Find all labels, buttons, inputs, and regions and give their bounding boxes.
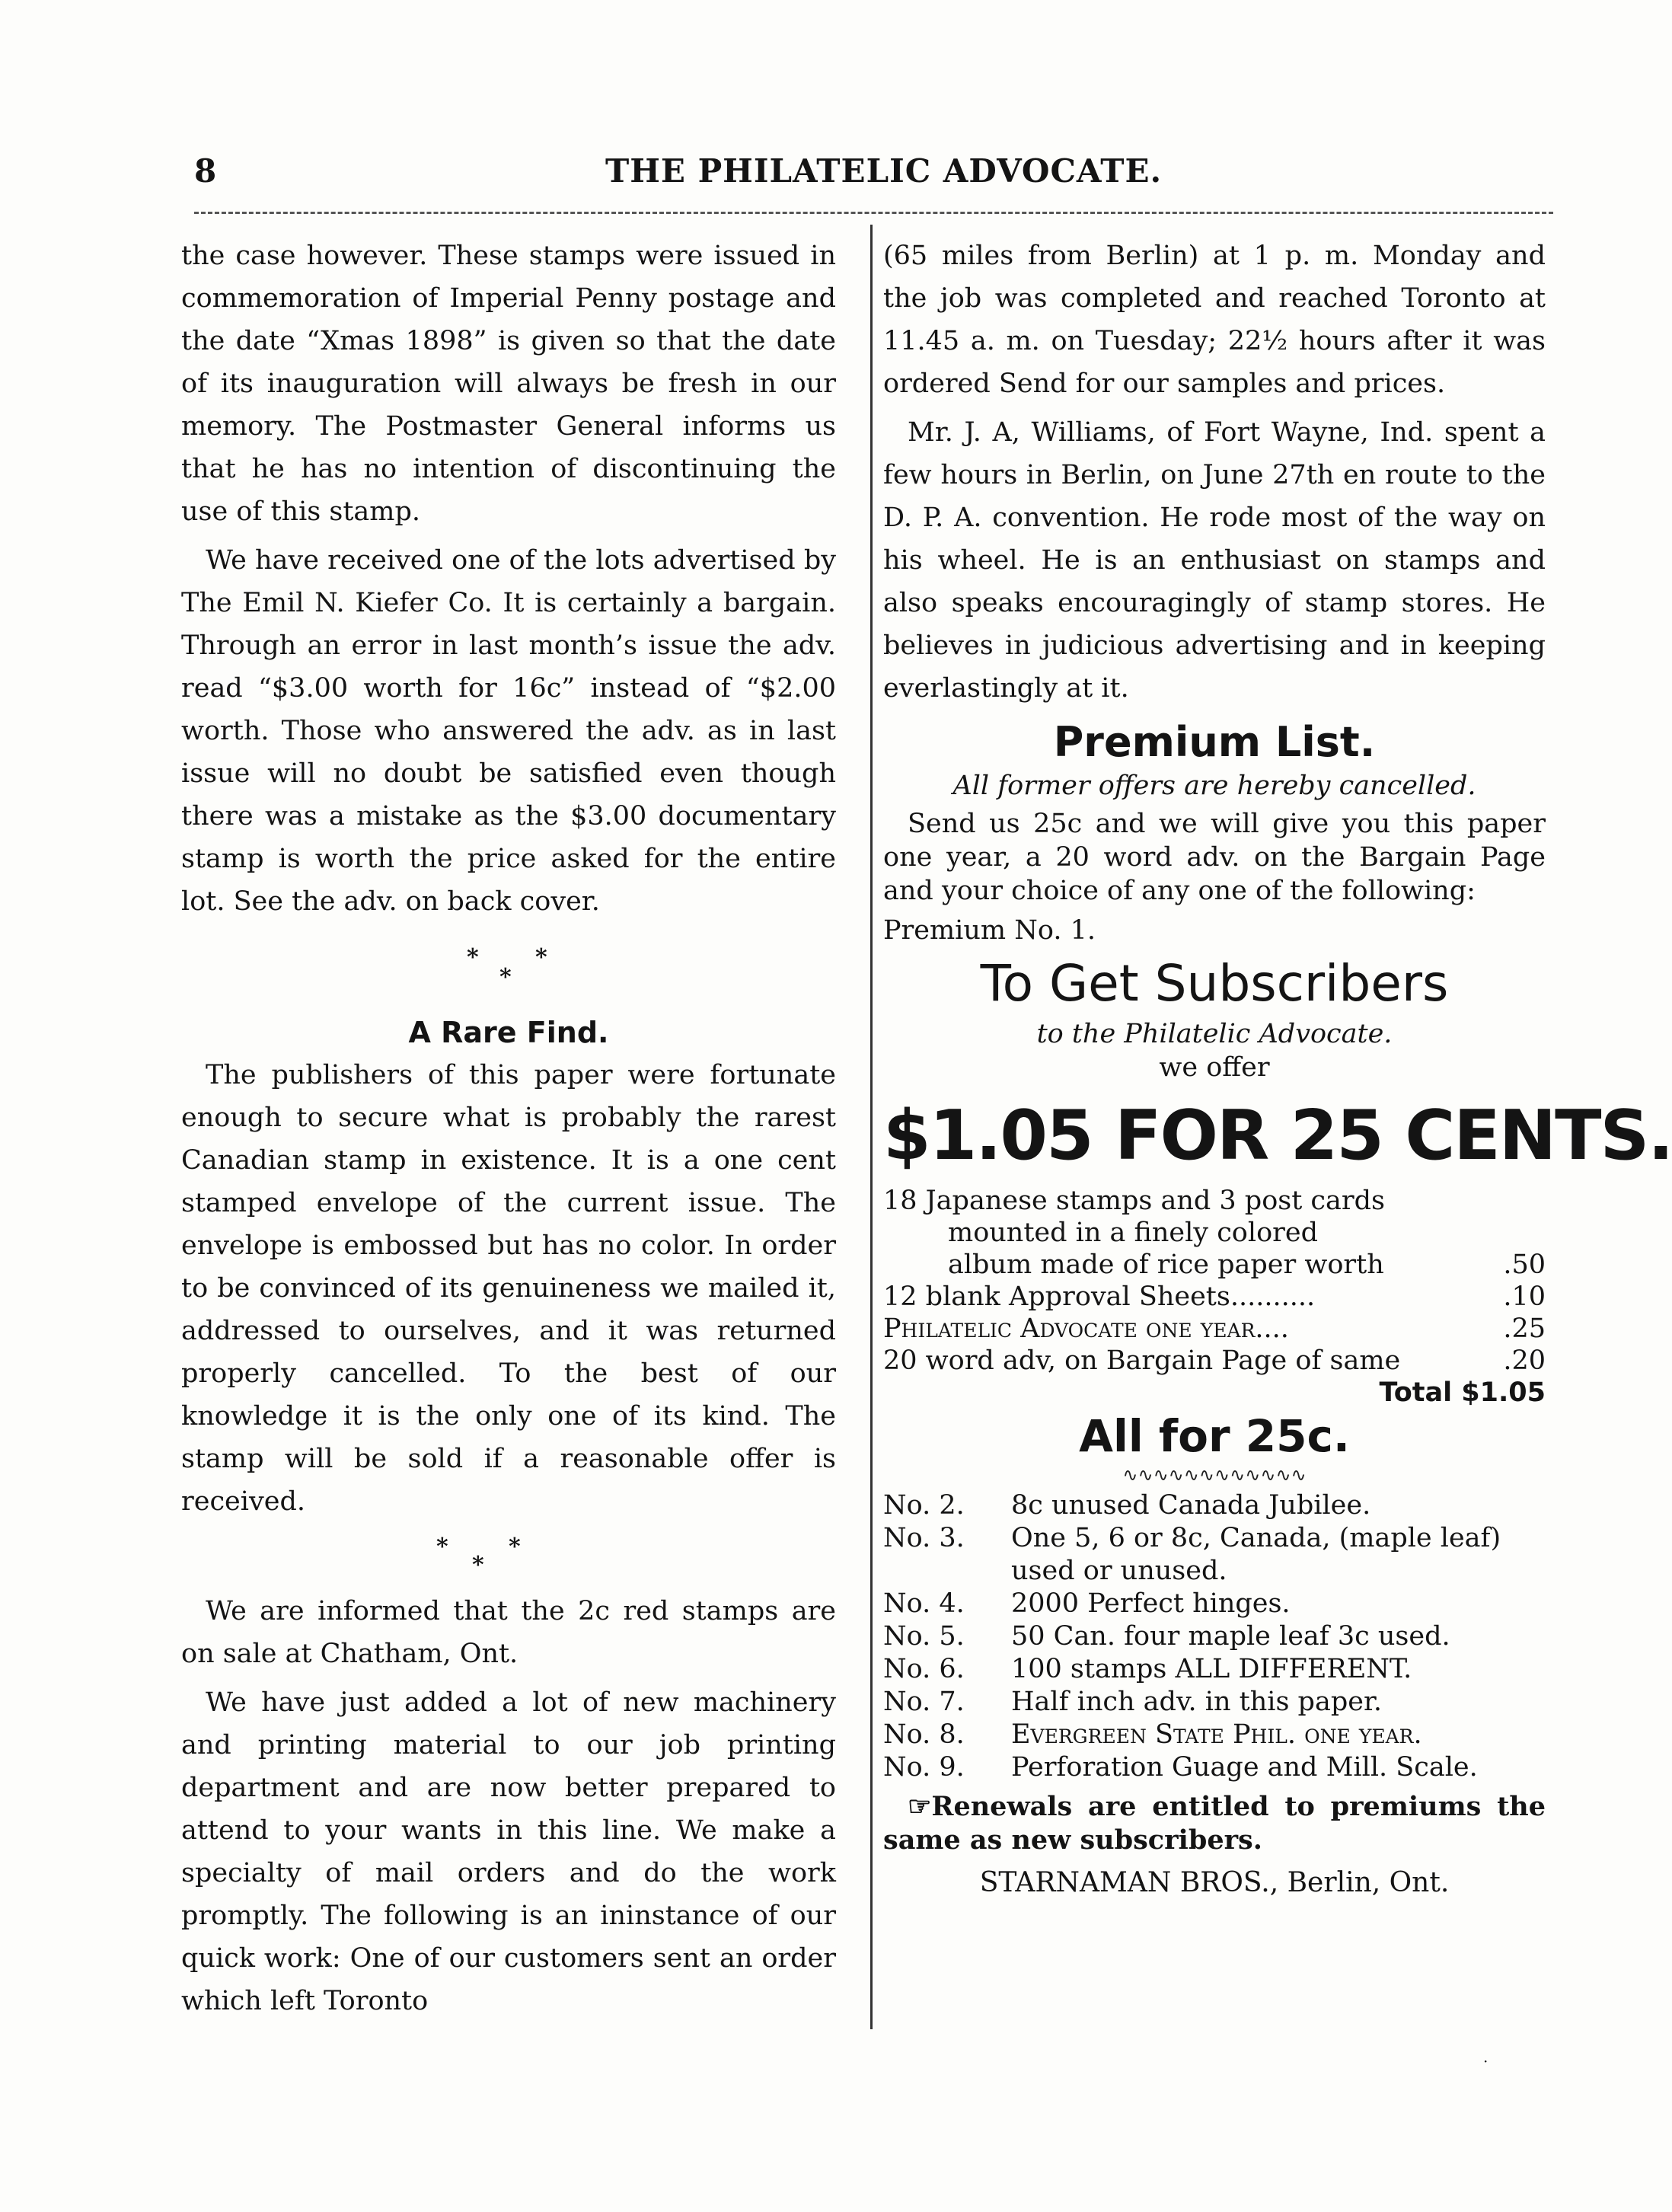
premium-number: No. 4. xyxy=(883,1588,965,1619)
premium-list-heading: Premium List. xyxy=(1053,718,1376,766)
offer-items xyxy=(883,1185,1546,1377)
section-separator xyxy=(181,929,836,1013)
premium-item xyxy=(883,1489,1546,1522)
premium-number: No. 7. xyxy=(883,1687,965,1717)
star-mark: * xyxy=(509,1534,521,1560)
premium-item xyxy=(883,1719,1546,1751)
to-get-subscribers-heading: To Get Subscribers xyxy=(980,954,1449,1013)
paragraph-printing: We have just added a lot of new machinery and printing material to our job printing department and are now better prepared to attend to your wants in this line. We make a specialty of mail orders and do the work promptly. The following is an ininstance of our quick work: One of our customers sent an order which left Toronto xyxy=(181,1687,836,2016)
to-the-advocate-line: to the Philatelic Advocate. xyxy=(1036,1019,1393,1049)
premium-number: No. 9. xyxy=(883,1752,965,1783)
premium-item xyxy=(883,1522,1546,1588)
former-offers-note: All former offers are hereby cancelled. xyxy=(952,771,1476,801)
premium-number: No. 8. xyxy=(883,1719,965,1750)
renewals-note: ☞Renewals are entitled to premiums the same as new subscribers. xyxy=(883,1791,1546,1856)
premium-item xyxy=(883,1653,1546,1686)
offer-item xyxy=(883,1185,1546,1217)
premium-number: No. 2. xyxy=(883,1490,965,1521)
header-rule xyxy=(194,212,1553,214)
premium-description: 2000 Perfect hinges. xyxy=(1011,1588,1291,1619)
premium-description: 100 stamps ALL DIFFERENT. xyxy=(1011,1654,1412,1684)
page-header xyxy=(194,152,1553,201)
paragraph-rare-find: The publishers of this paper were fortunate enough to secure what is probably the rarest Canadian stamp in existence. It is a one cent stamped envelope of the current issue. The envelope is embossed but has no color. In order to be convinced of its genuineness we mailed it, addressed to ourselves, and it was returned properly cancelled. To the best of our knowledge it is the only one of its kind. The stamp will be sold if a reasonable offer is received. xyxy=(181,1060,836,1517)
big-offer-headline: $1.05 FOR 25 CENTS. xyxy=(883,1096,1672,1176)
premium-item xyxy=(883,1751,1546,1784)
premium-description: Half inch adv. in this paper. xyxy=(1011,1687,1382,1717)
premium-number: No. 5. xyxy=(883,1621,965,1652)
premium-description: Evergreen State Phil. one year. xyxy=(1011,1719,1422,1750)
left-column xyxy=(181,235,836,2028)
running-title: THE PHILATELIC ADVOCATE. xyxy=(605,152,1163,190)
premium-description: One 5, 6 or 8c, Canada, (maple leaf) used or unused. xyxy=(1011,1523,1501,1586)
offer-item-price: .25 xyxy=(1503,1313,1546,1344)
premium-item xyxy=(883,1620,1546,1653)
offer-item-price: .10 xyxy=(1503,1282,1546,1312)
paragraph-quick-work: (65 miles from Berlin) at 1 p. m. Monday and the job was completed and reached Toronto at 11.45 a. m. on Tuesday; 22½ hours after it was ordered Send for our samples and prices. xyxy=(883,241,1546,399)
premium-description: 8c unused Canada Jubilee. xyxy=(1011,1490,1371,1521)
rare-find-heading: A Rare Find. xyxy=(408,1016,609,1049)
offer-item xyxy=(883,1217,1546,1249)
paragraph-chatham: We are informed that the 2c red stamps are on sale at Chatham, Ont. xyxy=(181,1596,836,1669)
premium-item xyxy=(883,1686,1546,1719)
send-us-paragraph: Send us 25c and we will give you this paper one year, a 20 word adv. on the Bargain Page and your choice of any one of the following: xyxy=(883,809,1546,906)
offer-item-text: album made of rice paper worth xyxy=(948,1250,1384,1280)
star-mark: * xyxy=(472,1552,484,1578)
star-mark: * xyxy=(535,944,547,971)
star-mark: * xyxy=(467,944,479,971)
premium-no-1-label: Premium No. 1. xyxy=(883,915,1096,946)
premium-description: Perforation Guage and Mill. Scale. xyxy=(1011,1752,1478,1783)
paragraph-kiefer-lots: We have received one of the lots advertised by The Emil N. Kiefer Co. It is certainly a bargain. Through an error in last month’s issue the adv. read “$3.00 worth for 16c” instead of “$2.00 worth. Those who answered the adv. as in last issue will no doubt be satisfied even though there was a mistake as the $3.00 documentary stamp is worth the price asked for the entire lot. See the adv. on back cover. xyxy=(181,545,836,917)
paragraph-williams: Mr. J. A, Williams, of Fort Wayne, Ind. spent a few hours in Berlin, on June 27th en route to the D. P. A. convention. He rode most of the way on his wheel. He is an enthusiast on stamps and also speaks encouragingly of stamp stores. He believes in judicious advertising and in keeping everlastingly at it. xyxy=(883,417,1546,704)
star-mark: * xyxy=(436,1534,448,1560)
offer-item-text: Philatelic Advocate one year.... xyxy=(883,1313,1289,1344)
wavy-divider: ∿∿∿∿∿∿∿∿∿∿∿∿ xyxy=(1122,1464,1307,1486)
offer-item-text: mounted in a finely colored xyxy=(948,1218,1318,1248)
paragraph-stamps-note: the case however. These stamps were issued in commemoration of Imperial Penny postage and the date “Xmas 1898” is given so that the date of its inauguration will always be fresh in our memory. The Postmaster General informs us that he has no intention of discontinuing the use of this stamp. xyxy=(181,241,836,527)
offer-item-text: 20 word adv, on Bargain Page of same xyxy=(883,1345,1401,1376)
offer-item xyxy=(883,1249,1546,1281)
offer-item xyxy=(883,1345,1546,1377)
we-offer-line: we offer xyxy=(1159,1052,1270,1083)
publisher-line: STARNAMAN BROS., Berlin, Ont. xyxy=(979,1867,1450,1898)
premium-description: 50 Can. four maple leaf 3c used. xyxy=(1011,1621,1450,1652)
offer-total: Total $1.05 xyxy=(1379,1377,1546,1408)
offer-item-price: .20 xyxy=(1503,1345,1546,1376)
premium-number: No. 3. xyxy=(883,1523,965,1553)
star-mark: * xyxy=(499,964,512,991)
column-divider xyxy=(870,225,873,2029)
section-separator xyxy=(181,1529,836,1590)
right-column xyxy=(883,235,1672,1901)
page-number: 8 xyxy=(194,152,217,190)
premium-list xyxy=(883,1489,1546,1784)
offer-item-price: .50 xyxy=(1503,1250,1546,1280)
all-for-headline: All for 25c. xyxy=(1079,1410,1350,1462)
premium-item xyxy=(883,1588,1546,1620)
offer-item xyxy=(883,1313,1546,1345)
offer-item-text: 18 Japanese stamps and 3 post cards xyxy=(883,1186,1385,1216)
offer-item xyxy=(883,1281,1546,1313)
offer-item-text: 12 blank Approval Sheets.......... xyxy=(883,1282,1316,1312)
premium-number: No. 6. xyxy=(883,1654,965,1684)
stray-mark: · xyxy=(1483,2052,1489,2070)
